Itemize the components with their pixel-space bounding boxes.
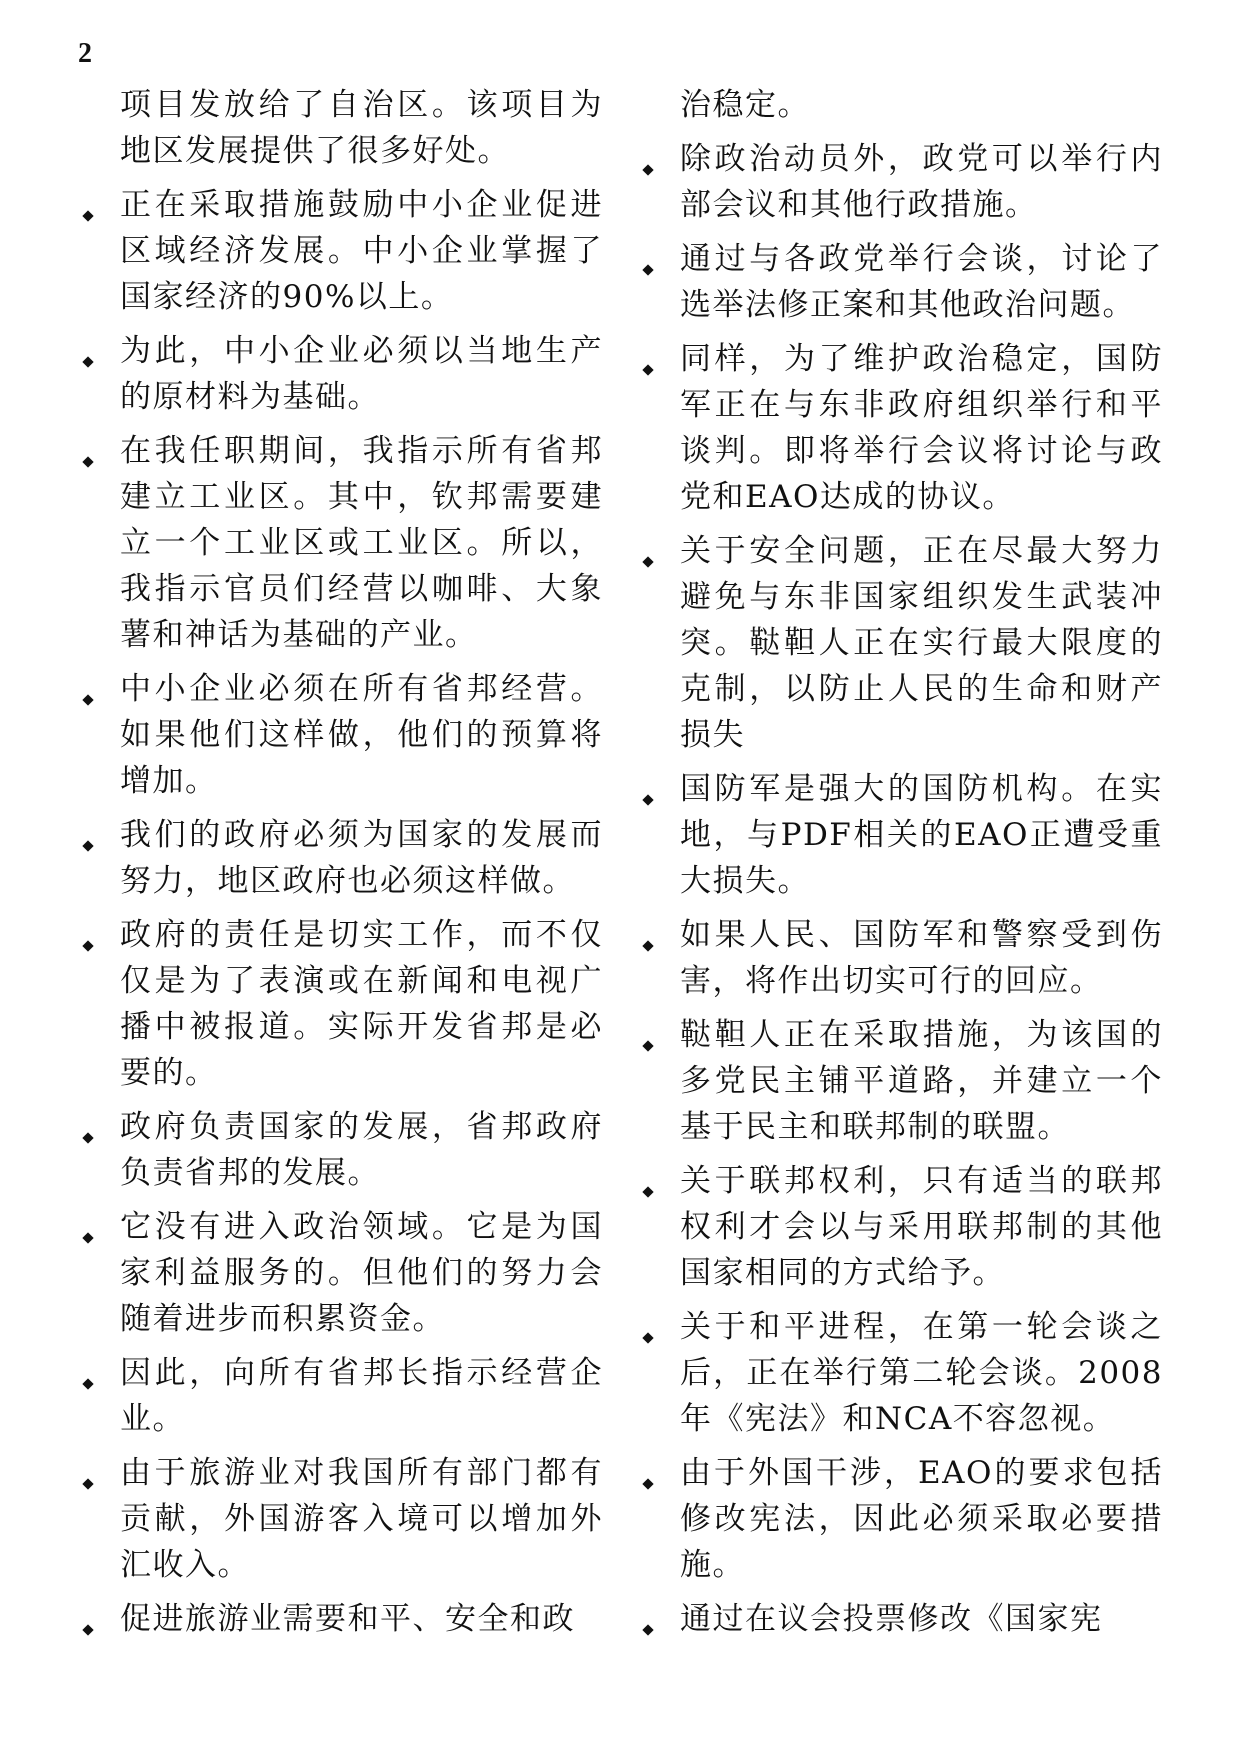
bullet-item (638, 336, 1163, 520)
diamond-bullet-icon (642, 164, 653, 175)
bullet-item (78, 1450, 603, 1588)
diamond-bullet-icon (82, 694, 93, 705)
bullet-item (638, 1012, 1163, 1150)
diamond-bullet-icon (82, 1132, 93, 1143)
item-text: 促进旅游业需要和平、安全和政 (120, 1601, 575, 1637)
diamond-bullet-icon (82, 1478, 93, 1489)
diamond-bullet-icon (82, 1378, 93, 1389)
bullet-item (78, 1104, 603, 1196)
bullet-item (78, 812, 603, 904)
item-text: 关于安全问题，正在尽最大努力避免与东非国家组织发生武装冲突。鞑靼人正在实行最大限度的克制，以防止人民的生命和财产损失 (680, 533, 1163, 753)
item-text: 中小企业必须在所有省邦经营。如果他们这样做，他们的预算将增加。 (120, 671, 603, 799)
right-column (638, 82, 1163, 1650)
item-text: 为此，中小企业必须以当地生产的原材料为基础。 (120, 333, 603, 415)
item-text: 同样，为了维护政治稳定，国防军正在与东非政府组织举行和平谈判。即将举行会议将讨论与政党和EAO达成的协议。 (680, 341, 1163, 515)
diamond-bullet-icon (642, 1040, 653, 1051)
diamond-bullet-icon (82, 1232, 93, 1243)
diamond-bullet-icon (82, 1624, 93, 1635)
bullet-item (638, 1304, 1163, 1442)
diamond-bullet-icon (642, 556, 653, 567)
bullet-item (78, 1204, 603, 1342)
bullet-item (638, 1596, 1163, 1642)
bullet-item (78, 912, 603, 1096)
diamond-bullet-icon (642, 1624, 653, 1635)
bullet-item (638, 1158, 1163, 1296)
diamond-bullet-icon (642, 364, 653, 375)
bullet-item (78, 1350, 603, 1442)
item-text: 由于外国干涉，EAO的要求包括修改宪法，因此必须采取必要措施。 (680, 1455, 1163, 1583)
bullet-item (78, 182, 603, 320)
bullet-item (638, 136, 1163, 228)
continued-paragraph (638, 82, 1163, 128)
item-text: 鞑靼人正在采取措施，为该国的多党民主铺平道路，并建立一个基于民主和联邦制的联盟。 (680, 1017, 1163, 1145)
bullet-item (78, 1596, 603, 1642)
diamond-bullet-icon (642, 940, 653, 951)
item-text: 因此，向所有省邦长指示经营企业。 (120, 1355, 603, 1437)
bullet-item (78, 666, 603, 804)
diamond-bullet-icon (642, 264, 653, 275)
diamond-bullet-icon (642, 1332, 653, 1343)
item-text: 在我任职期间，我指示所有省邦建立工业区。其中，钦邦需要建立一个工业区或工业区。所以，我指示官员们经营以咖啡、大象薯和神话为基础的产业。 (120, 433, 603, 653)
item-text: 我们的政府必须为国家的发展而努力，地区政府也必须这样做。 (120, 817, 603, 899)
item-text: 如果人民、国防军和警察受到伤害，将作出切实可行的回应。 (680, 917, 1163, 999)
bullet-item (638, 528, 1163, 758)
item-text: 政府的责任是切实工作，而不仅仅是为了表演或在新闻和电视广播中被报道。实际开发省邦是必要的。 (120, 917, 603, 1091)
diamond-bullet-icon (642, 1186, 653, 1197)
diamond-bullet-icon (82, 940, 93, 951)
item-text: 除政治动员外，政党可以举行内部会议和其他行政措施。 (680, 141, 1163, 223)
left-column (78, 82, 603, 1650)
item-text: 由于旅游业对我国所有部门都有贡献，外国游客入境可以增加外汇收入。 (120, 1455, 603, 1583)
continued-paragraph (78, 82, 603, 174)
diamond-bullet-icon (82, 456, 93, 467)
diamond-bullet-icon (82, 840, 93, 851)
item-text: 正在采取措施鼓励中小企业促进区域经济发展。中小企业掌握了国家经济的90%以上。 (120, 187, 603, 315)
diamond-bullet-icon (642, 794, 653, 805)
diamond-bullet-icon (82, 210, 93, 221)
bullet-item (78, 428, 603, 658)
bullet-item (78, 328, 603, 420)
page-number: 2 (78, 38, 92, 69)
bullet-item (638, 912, 1163, 1004)
item-text: 国防军是强大的国防机构。在实地，与PDF相关的EAO正遭受重大损失。 (680, 771, 1163, 899)
item-text: 治稳定。 (680, 87, 810, 123)
item-text: 关于和平进程，在第一轮会谈之后，正在举行第二轮会谈。2008年《宪法》和NCA不容忽视。 (680, 1309, 1163, 1437)
item-text: 关于联邦权利，只有适当的联邦权利才会以与采用联邦制的其他国家相同的方式给予。 (680, 1163, 1163, 1291)
bullet-item (638, 766, 1163, 904)
bullet-item (638, 236, 1163, 328)
item-text: 政府负责国家的发展，省邦政府负责省邦的发展。 (120, 1109, 603, 1191)
bullet-item (638, 1450, 1163, 1588)
item-text: 通过在议会投票修改《国家宪 (680, 1601, 1103, 1637)
item-text: 通过与各政党举行会谈，讨论了选举法修正案和其他政治问题。 (680, 241, 1163, 323)
item-text: 项目发放给了自治区。该项目为地区发展提供了很多好处。 (120, 87, 603, 169)
item-text: 它没有进入政治领域。它是为国家利益服务的。但他们的努力会随着进步而积累资金。 (120, 1209, 603, 1337)
diamond-bullet-icon (82, 356, 93, 367)
diamond-bullet-icon (642, 1478, 653, 1489)
